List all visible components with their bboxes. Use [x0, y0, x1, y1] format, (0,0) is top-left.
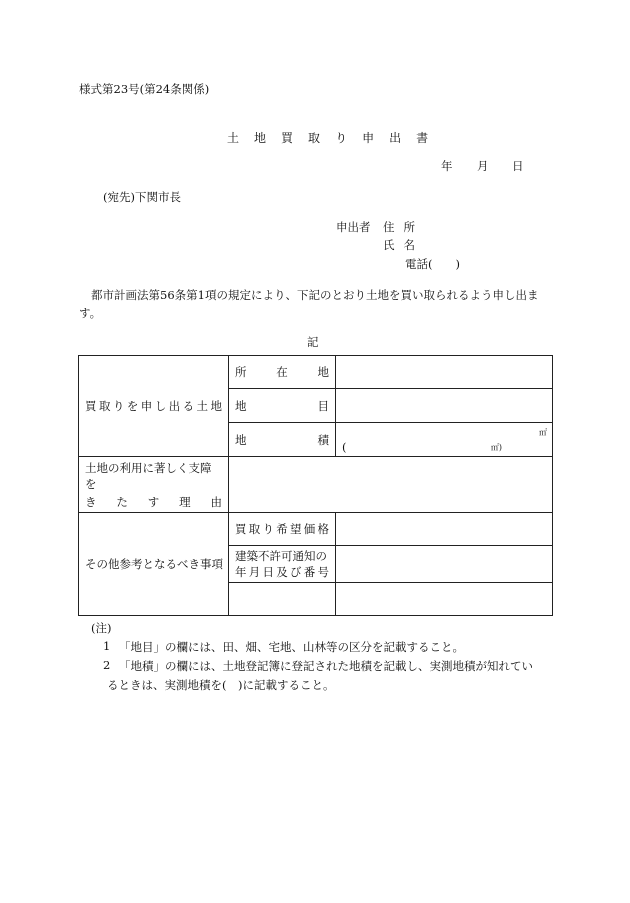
- reason-label: [79, 457, 229, 513]
- area-paren-open: (: [342, 440, 347, 454]
- body-text-line2: す。: [79, 306, 102, 320]
- title-char: 取: [308, 131, 321, 145]
- form-number: 様式第23号(第24条関係): [79, 82, 210, 96]
- section1-char: る: [182, 399, 195, 413]
- reason-line1: 土地の利用に著しく支障を: [85, 460, 212, 491]
- title-char: 地: [254, 131, 267, 145]
- section-other-label: [79, 513, 229, 616]
- section1-char: 取: [98, 399, 111, 413]
- body-text-line1: 都市計画法第56条第1項の規定により、下記のとおり土地を買い取られるよう申し出ま: [91, 288, 539, 302]
- area-paren-unit: ㎡): [490, 443, 502, 452]
- title-char: 買: [281, 131, 294, 145]
- address-char: 所: [403, 220, 415, 234]
- section1-char: 買: [85, 399, 97, 413]
- section3-char: そ: [85, 557, 97, 571]
- reason-char: す: [147, 494, 160, 509]
- section3-char: 項: [211, 557, 223, 571]
- title-char: 書: [416, 131, 429, 145]
- phone-label: 電話( ): [405, 257, 460, 271]
- desired-price-char: り: [262, 522, 274, 536]
- land-category-char: 地: [235, 398, 247, 413]
- section3-char: き: [188, 557, 200, 571]
- notice-char: び: [290, 565, 302, 579]
- notice-char: 番: [303, 565, 316, 579]
- notes-heading: (注): [91, 621, 112, 635]
- notice-char: 日: [262, 565, 274, 579]
- date-day: 日: [512, 159, 524, 173]
- area-unit: ㎡: [539, 428, 547, 437]
- ki-heading: 記: [307, 335, 319, 349]
- document-title: [227, 129, 428, 146]
- reason-char: た: [116, 494, 128, 509]
- reason-char: き: [85, 494, 97, 509]
- date-year: 年: [441, 159, 453, 173]
- title-char: 申: [362, 131, 375, 145]
- notice-label: [229, 546, 336, 583]
- land-category-value-cell[interactable]: [336, 389, 553, 423]
- location-label: [229, 356, 336, 389]
- notice-char: 月: [248, 565, 261, 579]
- section1-char: し: [154, 399, 167, 413]
- title-char: り: [335, 131, 348, 145]
- note2-text-line1: 「地積」の欄には、土地登記簿に登記された地積を記載し、実測地積が知れてい: [119, 659, 533, 673]
- notice-line1: 建築不許可通知の: [235, 549, 327, 563]
- extra-label-cell[interactable]: [229, 583, 336, 616]
- desired-price-char: 買: [235, 522, 247, 536]
- section3-char: る: [165, 557, 177, 571]
- section-land-label: [79, 356, 229, 457]
- location-char: 地: [317, 365, 329, 379]
- notice-char: 年: [235, 565, 247, 579]
- date-month: 月: [477, 159, 489, 173]
- name-char: 氏: [383, 238, 395, 252]
- section1-char: 出: [168, 399, 181, 413]
- section3-char: 他: [108, 557, 120, 571]
- section3-char: 考: [131, 557, 143, 571]
- desired-price-char: 望: [290, 522, 302, 536]
- notice-char: 号: [317, 565, 329, 579]
- section1-char: り: [112, 399, 125, 413]
- location-char: 所: [235, 365, 247, 379]
- section3-char: 参: [119, 557, 131, 571]
- title-char: 土: [227, 131, 240, 145]
- desired-price-char: 取: [248, 522, 261, 536]
- section3-char: 事: [200, 557, 212, 571]
- note1-text: 「地目」の欄には、田、畑、宅地、山林等の区分を記載すること。: [119, 640, 464, 654]
- desired-price-char: 希: [276, 522, 288, 536]
- location-value-cell[interactable]: [336, 356, 553, 389]
- desired-price-label: [229, 513, 336, 546]
- desired-price-char: 価: [303, 522, 316, 536]
- section1-char: 地: [210, 399, 222, 413]
- section1-char: 土: [196, 399, 208, 413]
- name-char: 名: [403, 238, 415, 252]
- section1-char: を: [126, 399, 139, 413]
- addressee: (宛先)下関市長: [103, 190, 181, 204]
- address-label: [383, 219, 415, 235]
- note2-number: 2: [103, 658, 111, 672]
- desired-price-value-cell[interactable]: [336, 513, 553, 546]
- note1-number: 1: [103, 639, 111, 653]
- land-category-char: 目: [317, 398, 329, 413]
- name-label: [383, 237, 415, 253]
- reason-char: 理: [179, 494, 191, 509]
- area-char: 地: [235, 432, 247, 447]
- section3-char: と: [142, 557, 154, 571]
- title-char: 出: [389, 131, 402, 145]
- extra-value-cell[interactable]: [336, 583, 553, 616]
- reason-char: 由: [210, 494, 222, 509]
- land-category-label: [229, 389, 336, 423]
- section3-char: べ: [177, 557, 189, 571]
- area-label: [229, 423, 336, 457]
- land-purchase-table: [78, 355, 553, 616]
- section1-char: 申: [140, 399, 153, 413]
- section3-char: な: [154, 557, 166, 571]
- location-char: 在: [276, 365, 288, 379]
- section3-char: の: [96, 557, 108, 571]
- area-char: 積: [317, 432, 329, 447]
- desired-price-char: 格: [317, 522, 329, 536]
- notice-char: 及: [276, 565, 288, 579]
- area-value-cell[interactable]: [336, 423, 553, 457]
- note2-text-line2: るときは、実測地積を( )に記載すること。: [107, 678, 335, 692]
- notice-value-cell[interactable]: [336, 546, 553, 583]
- reason-value-cell[interactable]: [229, 457, 553, 513]
- address-char: 住: [383, 220, 395, 234]
- applicant-label: 申出者: [336, 220, 371, 234]
